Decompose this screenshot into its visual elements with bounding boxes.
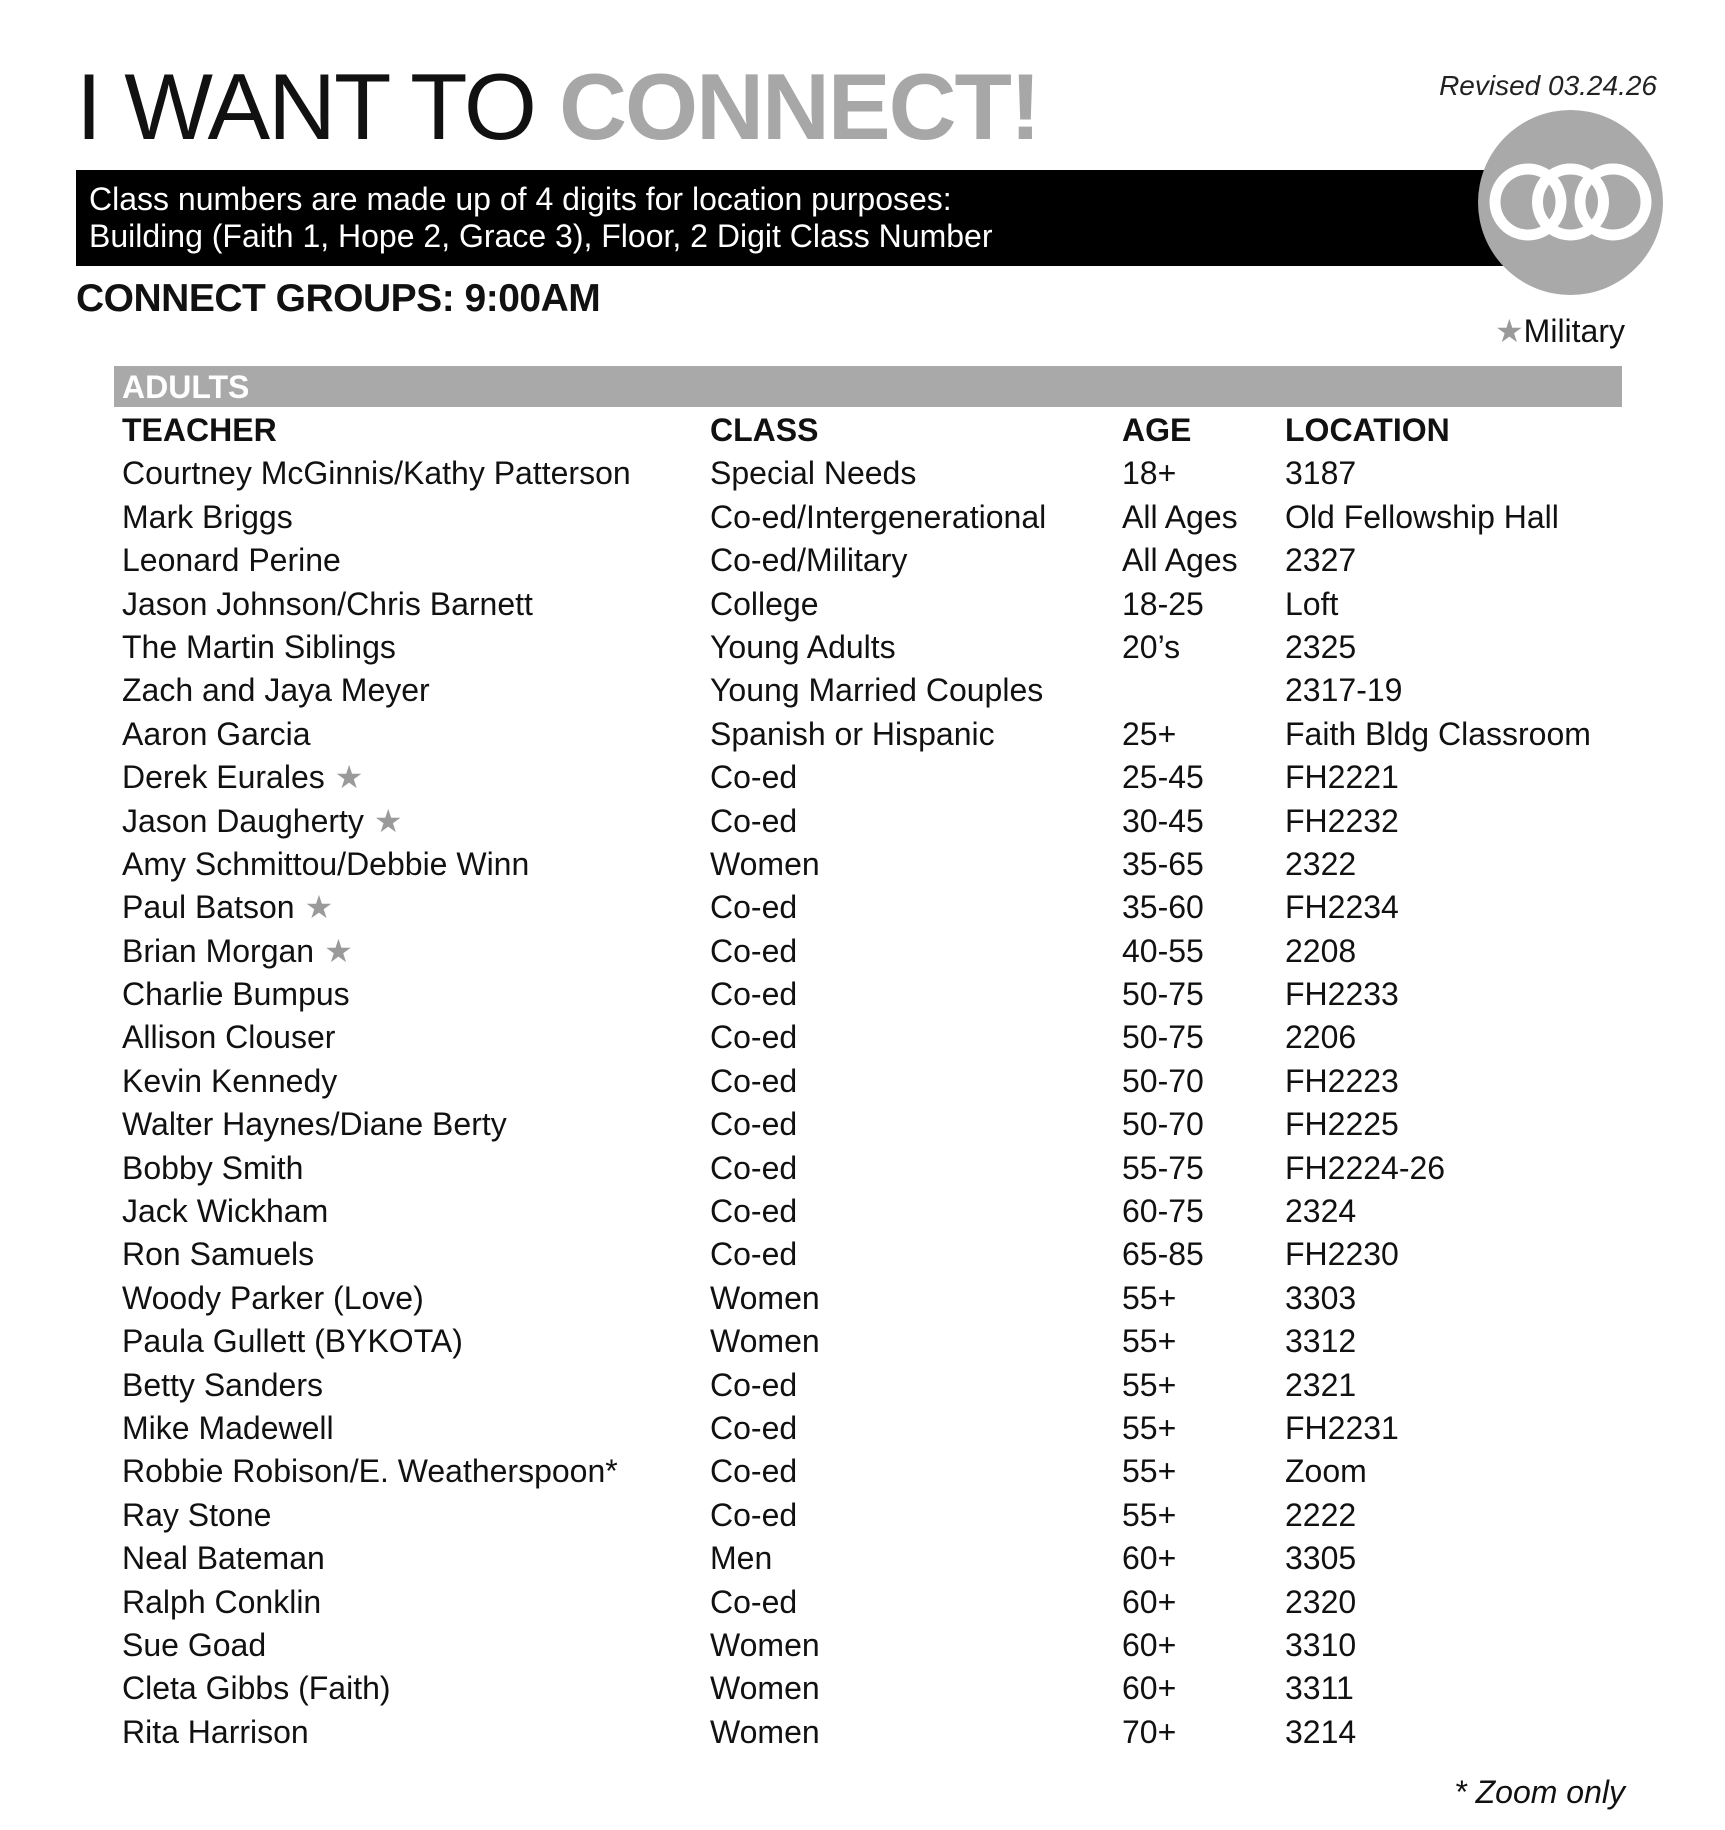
table-row	[122, 1320, 1622, 1363]
age-cell: 30-45	[1122, 802, 1204, 839]
table-row	[122, 1494, 1622, 1537]
teacher-cell	[122, 1494, 271, 1537]
class-cell: Co-ed	[710, 1236, 798, 1273]
zoom-footnote: * Zoom only	[1454, 1774, 1625, 1810]
banner-line-1: Class numbers are made up of 4 digits for location purposes:	[89, 181, 952, 217]
location-cell: 2320	[1285, 1583, 1357, 1620]
teacher-cell	[122, 1277, 424, 1320]
age-cell: All Ages	[1122, 498, 1238, 535]
teacher-cell	[122, 1667, 391, 1710]
military-star-icon: ★	[324, 932, 353, 969]
age-cell: 60+	[1122, 1670, 1177, 1707]
table-row	[122, 669, 1622, 712]
class-cell: Co-ed	[710, 1453, 798, 1490]
teacher-name: Bobby Smith	[122, 1149, 304, 1186]
classes-table	[122, 409, 1622, 1754]
class-cell: Co-ed/Military	[710, 542, 908, 579]
class-cell: Co-ed	[710, 932, 798, 969]
table-row	[122, 452, 1622, 495]
star-icon: ★	[1494, 313, 1524, 349]
table-row	[122, 583, 1622, 626]
class-cell: Co-ed	[710, 1062, 798, 1099]
revised-date: Revised 03.24.26	[1439, 70, 1657, 101]
teacher-name: Sue Goad	[122, 1626, 267, 1663]
teacher-name: Ron Samuels	[122, 1236, 315, 1273]
age-cell: 60+	[1122, 1583, 1177, 1620]
location-cell: Faith Bldg Classroom	[1285, 715, 1591, 752]
age-cell: 35-60	[1122, 889, 1204, 926]
class-cell: Women	[710, 1713, 820, 1750]
teacher-cell	[122, 539, 341, 582]
age-cell: 55+	[1122, 1323, 1177, 1360]
table-row	[122, 800, 1622, 843]
class-cell: Co-ed	[710, 1149, 798, 1186]
teacher-name: Mark Briggs	[122, 498, 293, 535]
teacher-name: Jason Daugherty	[122, 802, 364, 839]
column-header-age: AGE	[1122, 412, 1192, 448]
class-cell: Co-ed/Intergenerational	[710, 498, 1047, 535]
location-cell: 3305	[1285, 1540, 1357, 1577]
teacher-cell	[122, 1016, 335, 1059]
class-cell: Women	[710, 1670, 820, 1707]
class-cell: Women	[710, 1279, 820, 1316]
military-star-icon: ★	[304, 889, 334, 926]
class-cell: Young Adults	[710, 628, 896, 665]
location-cell: 3311	[1285, 1670, 1354, 1707]
location-cell: 2324	[1285, 1193, 1357, 1230]
teacher-name: The Martin Siblings	[122, 628, 396, 665]
teacher-name: Rita Harrison	[122, 1713, 309, 1750]
class-cell: Women	[710, 1626, 820, 1663]
title-part-1: I WANT TO	[76, 54, 560, 159]
table-row	[122, 1147, 1622, 1190]
military-star-icon: ★	[334, 759, 364, 796]
teacher-cell	[122, 713, 311, 756]
age-cell: 55+	[1122, 1279, 1177, 1316]
class-cell: Co-ed	[710, 976, 798, 1013]
location-cell: FH2232	[1285, 802, 1399, 839]
age-cell: 55+	[1122, 1366, 1177, 1403]
table-row	[122, 713, 1622, 756]
location-cell: 3303	[1285, 1279, 1357, 1316]
military-star-icon: ★	[373, 802, 403, 839]
teacher-cell	[122, 1581, 321, 1624]
teacher-name: Aaron Garcia	[122, 715, 311, 752]
section-title: ADULTS	[122, 369, 250, 405]
class-cell: Co-ed	[710, 802, 798, 839]
location-cell: FH2224-26	[1285, 1149, 1446, 1186]
table-row	[122, 756, 1622, 799]
class-cell: Co-ed	[710, 889, 798, 926]
teacher-cell	[122, 843, 529, 886]
class-cell: Spanish or Hispanic	[710, 715, 995, 752]
class-cell: Women	[710, 845, 820, 882]
teacher-cell	[122, 452, 631, 495]
page-title	[76, 54, 1040, 159]
location-cell: 2222	[1285, 1496, 1357, 1533]
teacher-name: Betty Sanders	[122, 1366, 323, 1403]
teacher-name: Derek Eurales	[122, 759, 325, 796]
teacher-name: Woody Parker (Love)	[122, 1279, 424, 1316]
location-cell: 3214	[1285, 1713, 1357, 1750]
location-cell: 3187	[1285, 455, 1357, 492]
age-cell: 55-75	[1122, 1149, 1204, 1186]
table-row	[122, 1016, 1622, 1059]
info-banner	[76, 170, 1506, 266]
column-header-location: LOCATION	[1285, 412, 1450, 448]
age-cell: 50-70	[1122, 1062, 1204, 1099]
teacher-cell	[122, 1407, 334, 1450]
teacher-cell	[122, 1233, 314, 1276]
teacher-name: Charlie Bumpus	[122, 976, 350, 1013]
age-cell: 18-25	[1122, 585, 1204, 622]
location-cell: FH2225	[1285, 1106, 1399, 1143]
teacher-cell	[122, 973, 350, 1016]
table-row	[122, 1624, 1622, 1667]
teacher-name: Kevin Kennedy	[122, 1062, 338, 1099]
location-cell: 2321	[1285, 1366, 1357, 1403]
table-row	[122, 1537, 1622, 1580]
table-row	[122, 930, 1622, 973]
age-cell: 25-45	[1122, 759, 1204, 796]
adults-section-header	[114, 366, 1622, 407]
class-cell: Co-ed	[710, 1366, 798, 1403]
location-cell: FH2233	[1285, 976, 1399, 1013]
class-cell: Co-ed	[710, 1019, 798, 1056]
location-cell: 3310	[1285, 1626, 1357, 1663]
teacher-name: Jason Johnson/Chris Barnett	[122, 585, 533, 622]
teacher-name: Ray Stone	[122, 1496, 272, 1533]
location-cell: 2327	[1285, 542, 1357, 579]
teacher-name: Robbie Robison/E. Weatherspoon*	[122, 1453, 618, 1490]
teacher-cell	[122, 626, 396, 669]
location-cell: 3312	[1285, 1323, 1357, 1360]
teacher-name: Ralph Conklin	[122, 1583, 322, 1620]
age-cell: 55+	[1122, 1453, 1177, 1490]
table-row	[122, 1233, 1622, 1276]
location-cell: 2322	[1285, 845, 1357, 882]
location-cell: FH2230	[1285, 1236, 1399, 1273]
age-cell: 70+	[1122, 1713, 1177, 1750]
class-cell: Co-ed	[710, 1106, 798, 1143]
teacher-name: Mike Madewell	[122, 1409, 334, 1446]
age-cell: All Ages	[1122, 542, 1238, 579]
class-cell: Co-ed	[710, 759, 798, 796]
class-cell: Co-ed	[710, 1409, 798, 1446]
teacher-cell	[122, 1537, 325, 1580]
table-row	[122, 1103, 1622, 1146]
table-row	[122, 886, 1622, 929]
location-cell: FH2223	[1285, 1062, 1399, 1099]
location-cell: 2325	[1285, 628, 1357, 665]
class-cell: College	[710, 585, 819, 622]
location-cell: FH2234	[1285, 889, 1399, 926]
table-row	[122, 496, 1622, 539]
teacher-name: Allison Clouser	[122, 1019, 336, 1056]
age-cell: 65-85	[1122, 1236, 1204, 1273]
column-header-teacher: TEACHER	[122, 412, 277, 448]
class-cell: Young Married Couples	[710, 672, 1044, 709]
teacher-cell	[122, 583, 533, 626]
table-row	[122, 1277, 1622, 1320]
teacher-name: Neal Bateman	[122, 1540, 325, 1577]
age-cell: 50-75	[1122, 976, 1204, 1013]
table-row	[122, 626, 1622, 669]
table-row	[122, 1407, 1622, 1450]
teacher-cell	[122, 1711, 309, 1754]
class-cell: Special Needs	[710, 455, 917, 492]
location-cell: FH2221	[1285, 759, 1399, 796]
class-cell: Men	[710, 1540, 773, 1577]
age-cell: 60+	[1122, 1626, 1177, 1663]
table-row	[122, 973, 1622, 1016]
teacher-cell	[122, 930, 353, 973]
age-cell: 50-75	[1122, 1019, 1204, 1056]
teacher-cell	[122, 886, 333, 929]
banner-line-2: Building (Faith 1, Hope 2, Grace 3), Floor, 2 Digit Class Number	[89, 218, 993, 254]
teacher-cell	[122, 1450, 618, 1493]
teacher-name: Paula Gullett (BYKOTA)	[122, 1323, 463, 1360]
teacher-cell	[122, 1320, 463, 1363]
age-cell: 25+	[1122, 715, 1177, 752]
class-cell: Co-ed	[710, 1583, 798, 1620]
teacher-cell	[122, 1060, 337, 1103]
teacher-cell	[122, 1147, 303, 1190]
location-cell: Old Fellowship Hall	[1285, 498, 1559, 535]
table-row	[122, 1364, 1622, 1407]
age-cell: 60+	[1122, 1540, 1177, 1577]
age-cell: 60-75	[1122, 1193, 1204, 1230]
teacher-name: Cleta Gibbs (Faith)	[122, 1670, 391, 1707]
teacher-cell	[122, 800, 403, 843]
table-row	[122, 1581, 1622, 1624]
legend-label: Military	[1523, 313, 1625, 349]
location-cell: 2206	[1285, 1019, 1357, 1056]
location-cell: Zoom	[1285, 1453, 1367, 1490]
age-cell: 55+	[1122, 1409, 1177, 1446]
location-cell: 2208	[1285, 932, 1357, 969]
age-cell: 40-55	[1122, 932, 1204, 969]
age-cell: 35-65	[1122, 845, 1204, 882]
table-row	[122, 1667, 1622, 1710]
teacher-cell	[122, 756, 363, 799]
class-cell: Women	[710, 1323, 820, 1360]
class-cell: Co-ed	[710, 1496, 798, 1533]
table-row	[122, 843, 1622, 886]
table-row	[122, 1190, 1622, 1233]
column-header-class: CLASS	[710, 412, 819, 448]
teacher-cell	[122, 1624, 266, 1667]
location-cell: Loft	[1285, 585, 1339, 622]
table-row	[122, 1060, 1622, 1103]
teacher-name: Jack Wickham	[122, 1193, 329, 1230]
table-row	[122, 1711, 1622, 1754]
teacher-name: Walter Haynes/Diane Berty	[122, 1106, 507, 1143]
location-cell: FH2231	[1285, 1409, 1399, 1446]
teacher-name: Paul Batson	[122, 889, 295, 926]
teacher-name: Brian Morgan	[122, 932, 315, 969]
age-cell: 55+	[1122, 1496, 1177, 1533]
age-cell: 50-70	[1122, 1106, 1204, 1143]
section-subheading: CONNECT GROUPS: 9:00AM	[76, 277, 601, 320]
class-cell: Co-ed	[710, 1193, 798, 1230]
teacher-name: Leonard Perine	[122, 542, 341, 579]
teacher-name: Amy Schmittou/Debbie Winn	[122, 845, 530, 882]
table-row	[122, 1450, 1622, 1493]
teacher-cell	[122, 1364, 323, 1407]
age-cell: 20’s	[1122, 628, 1181, 665]
three-rings-icon	[1478, 110, 1663, 295]
teacher-name: Zach and Jaya Meyer	[122, 672, 430, 709]
age-cell: 18+	[1122, 455, 1177, 492]
teacher-cell	[122, 1103, 507, 1146]
teacher-cell	[122, 496, 293, 539]
location-cell: 2317-19	[1285, 672, 1403, 709]
teacher-name: Courtney McGinnis/Kathy Patterson	[122, 455, 631, 492]
teacher-cell	[122, 1190, 328, 1233]
title-part-2: CONNECT!	[559, 54, 1040, 159]
table-row	[122, 539, 1622, 582]
table-header-row	[122, 409, 1622, 452]
military-legend	[1495, 312, 1625, 350]
teacher-cell	[122, 669, 430, 712]
